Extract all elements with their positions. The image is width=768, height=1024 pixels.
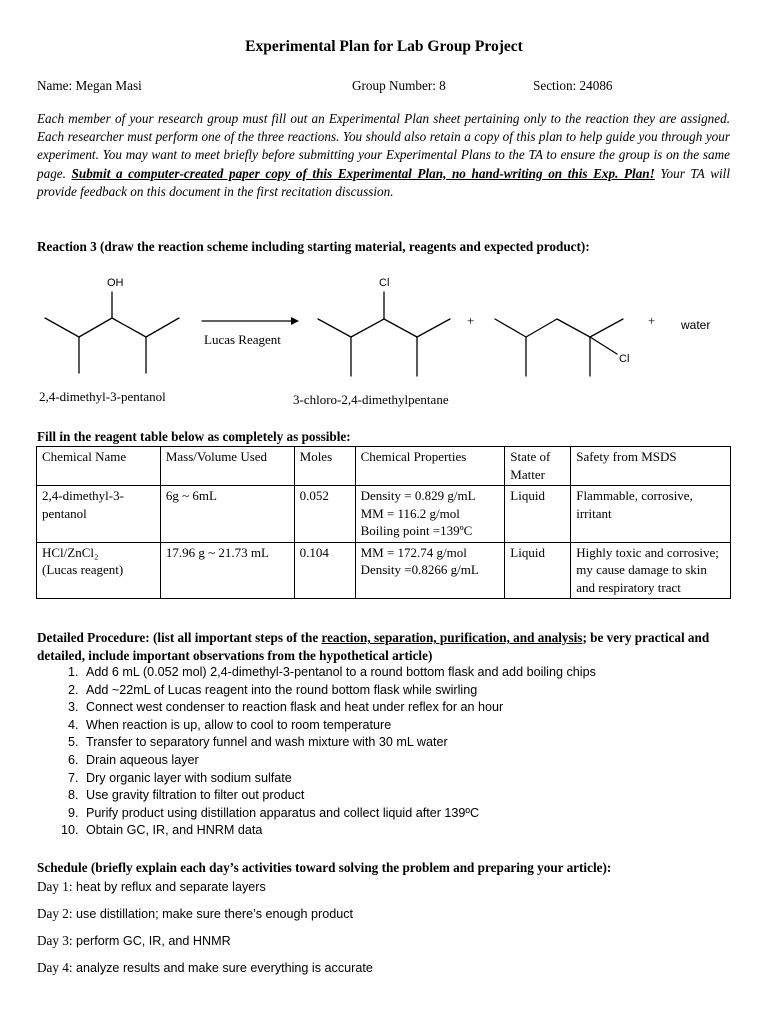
table-row <box>37 486 731 543</box>
day-text: use distillation; make sure there’s enough product <box>76 907 354 921</box>
property-line: Density = 0.829 g/mL <box>360 488 476 503</box>
column-header: Chemical Properties <box>355 447 505 486</box>
list-item: 6. Drain aqueous layer <box>82 752 762 770</box>
cl-label-1: Cl <box>379 277 390 289</box>
chemical-note: (Lucas reagent) <box>42 562 124 577</box>
schedule-heading: Schedule (briefly explain each day’s activities toward solving the problem and preparing your article): <box>37 860 612 875</box>
schedule-day-4 <box>37 960 373 976</box>
list-item: 3. Connect west condenser to reaction flask and heat under reflex for an hour <box>82 699 762 717</box>
day-text: heat by reflux and separate layers <box>76 880 266 894</box>
section-field <box>533 78 613 94</box>
state-cell: Liquid <box>505 542 571 599</box>
property-line: Density =0.8266 g/mL <box>360 562 479 577</box>
reagent-table <box>36 446 731 599</box>
side-product-structure <box>495 319 623 376</box>
intro-text-2: Your TA will provide feedback on this document in the first recitation discussion. <box>37 165 730 199</box>
mass-volume-cell: 6g ~ 6mL <box>160 486 294 543</box>
instructions-paragraph <box>37 110 730 201</box>
procedure-heading-text-2: ; be very practical and detailed, include important observations from the hypothetical article) <box>37 630 710 663</box>
plus-sign-2: + <box>648 313 656 328</box>
day-label: Day 2: <box>37 906 73 921</box>
oh-label: OH <box>107 277 124 289</box>
day-text: perform GC, IR, and HNMR <box>76 934 231 948</box>
table-header-row <box>37 447 731 486</box>
section-label: Section: <box>533 78 577 93</box>
moles-cell: 0.104 <box>294 542 355 599</box>
starting-material-name: 2,4-dimethyl-3-pentanol <box>39 389 166 404</box>
day-label: Day 4: <box>37 960 73 975</box>
safety-cell: Highly toxic and corrosive; my cause damage to skin and respiratory tract <box>571 542 731 599</box>
day-label: Day 1: <box>37 879 73 894</box>
day-label: Day 3: <box>37 933 73 948</box>
procedure-heading-text-1: Detailed Procedure: (list all important steps of the <box>37 630 322 645</box>
plus-sign-1: + <box>467 313 475 328</box>
arrow-head <box>291 317 299 325</box>
table-row <box>37 542 731 599</box>
list-item: 8. Use gravity filtration to filter out product <box>82 787 762 805</box>
procedure-steps <box>37 664 762 840</box>
column-header: State of Matter <box>505 447 571 486</box>
list-item: 4. When reaction is up, allow to cool to room temperature <box>82 717 762 735</box>
property-line: Boiling point =139ºC <box>360 523 473 538</box>
list-item: 9. Purify product using distillation apparatus and collect liquid after 139ºC <box>82 805 762 823</box>
properties-cell <box>355 542 505 599</box>
procedure-heading <box>37 629 732 664</box>
column-header: Moles <box>294 447 355 486</box>
reaction-heading: Reaction 3 (draw the reaction scheme including starting material, reagents and expected product): <box>37 239 590 254</box>
schedule-day-3 <box>37 933 231 949</box>
property-line: MM = 172.74 g/mol <box>360 544 467 560</box>
chemical-name-cell <box>37 542 161 599</box>
intro-bold-text: Submit a computer-created paper copy of this Experimental Plan, no hand-writing on this Exp. Plan! <box>71 165 655 181</box>
reagent-table-heading: Fill in the reagent table below as completely as possible: <box>37 429 351 444</box>
list-item: 1. Add 6 mL (0.052 mol) 2,4-dimethyl-3-pentanol to a round bottom flask and add boiling chips <box>82 664 762 682</box>
column-header: Safety from MSDS <box>571 447 731 486</box>
starting-material-structure <box>45 292 179 373</box>
property-line: MM = 116.2 g/mol <box>360 505 460 521</box>
procedure-heading-underlined: reaction, separation, purification, and analysis <box>321 630 583 645</box>
group-number-field <box>352 78 446 94</box>
name-field <box>37 78 142 94</box>
properties-cell <box>355 486 505 543</box>
list-item: 2. Add ~22mL of Lucas reagent into the round bottom flask while swirling <box>82 682 762 700</box>
column-header: Mass/Volume Used <box>160 447 294 486</box>
chemical-name-cell: 2,4-dimethyl-3-pentanol <box>37 486 161 543</box>
list-item: 5. Transfer to separatory funnel and wash mixture with 30 mL water <box>82 734 762 752</box>
list-item: 10. Obtain GC, IR, and HNRM data <box>82 822 762 840</box>
group-value: 8 <box>439 78 446 93</box>
name-label: Name: <box>37 78 73 93</box>
day-text: analyze results and make sure everything is accurate <box>76 961 373 975</box>
state-cell: Liquid <box>505 486 571 543</box>
cl-label-2: Cl <box>619 353 630 365</box>
section-value: 24086 <box>579 78 613 93</box>
reagent-label: Lucas Reagent <box>204 332 281 347</box>
group-label: Group Number: <box>352 78 436 93</box>
water-label: water <box>681 318 711 332</box>
safety-cell: Flammable, corrosive, irritant <box>571 486 731 543</box>
schedule-day-2 <box>37 906 353 922</box>
schedule-day-1 <box>37 879 266 895</box>
product-name: 3-chloro-2,4-dimethylpentane <box>293 392 449 407</box>
name-value: Megan Masi <box>75 78 142 93</box>
column-header: Chemical Name <box>37 447 161 486</box>
page-title: Experimental Plan for Lab Group Project <box>245 38 523 55</box>
list-item: 7. Dry organic layer with sodium sulfate <box>82 770 762 788</box>
intro-text-1: Each member of your research group must fill out an Experimental Plan sheet pertaining only to the reaction they are assigned. Each researcher must perform one of the three reactions. You should also retain a copy of this plan to help guide you through your experiment. You may want to meet briefly before submitting your Experimental Plans to the TA to ensure the group is on the same page. <box>37 111 730 181</box>
reaction-scheme <box>0 270 768 415</box>
product-structure <box>318 292 450 376</box>
chemical-formula: HCl/ZnCl₂ <box>42 544 99 560</box>
moles-cell: 0.052 <box>294 486 355 543</box>
mass-volume-cell: 17.96 g ~ 21.73 mL <box>160 542 294 599</box>
